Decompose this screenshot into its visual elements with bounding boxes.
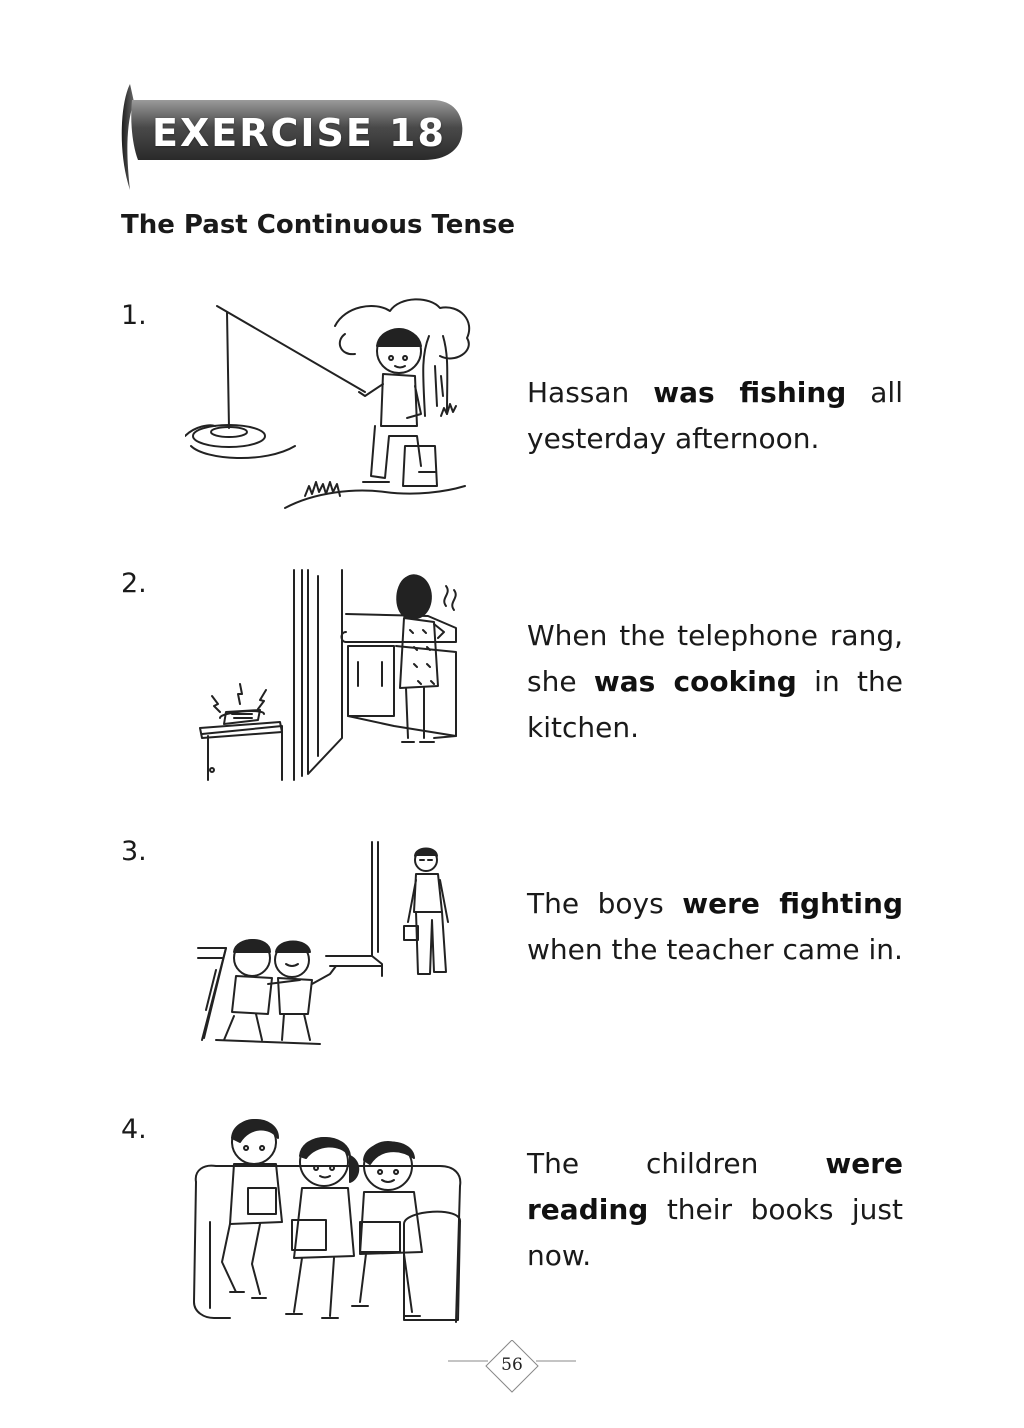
boy-fishing-illustration <box>185 296 475 510</box>
sentence-text: The children <box>527 1147 826 1180</box>
section-subtitle: The Past Continuous Tense <box>121 210 516 240</box>
sentence-text: Hassan <box>527 376 654 409</box>
sentence-4 <box>527 1141 903 1279</box>
sentence-verb-phrase: were reading <box>527 1147 903 1226</box>
sentence-1 <box>527 370 903 462</box>
sentence-text: their books just now. <box>527 1193 903 1272</box>
item-number: 4. <box>121 1114 147 1145</box>
sentence-2 <box>527 613 903 751</box>
page-footer <box>448 1340 576 1394</box>
item-number: 3. <box>121 836 147 867</box>
children-reading-illustration <box>190 1112 466 1326</box>
sentence-text: When the telephone rang, she <box>527 619 903 698</box>
sentence-verb-phrase: was fishing <box>653 376 847 409</box>
woman-cooking-illustration <box>198 566 462 782</box>
page-number: 56 <box>501 1355 523 1375</box>
exercise-title: EXERCISE 18 <box>152 111 446 155</box>
sentence-text: when the teacher came in. <box>527 933 903 966</box>
sentence-verb-phrase: were fighting <box>682 887 903 920</box>
item-number: 2. <box>121 568 147 599</box>
item-number: 1. <box>121 300 147 331</box>
sentence-text: The boys <box>527 887 683 920</box>
sentence-text: in the kitchen. <box>527 665 903 744</box>
exercise-banner <box>112 84 464 190</box>
sentence-verb-phrase: was cooking <box>593 665 797 698</box>
sentence-3 <box>527 881 903 973</box>
boys-fighting-illustration <box>196 840 456 1046</box>
sentence-text: all yesterday afternoon. <box>527 376 903 455</box>
